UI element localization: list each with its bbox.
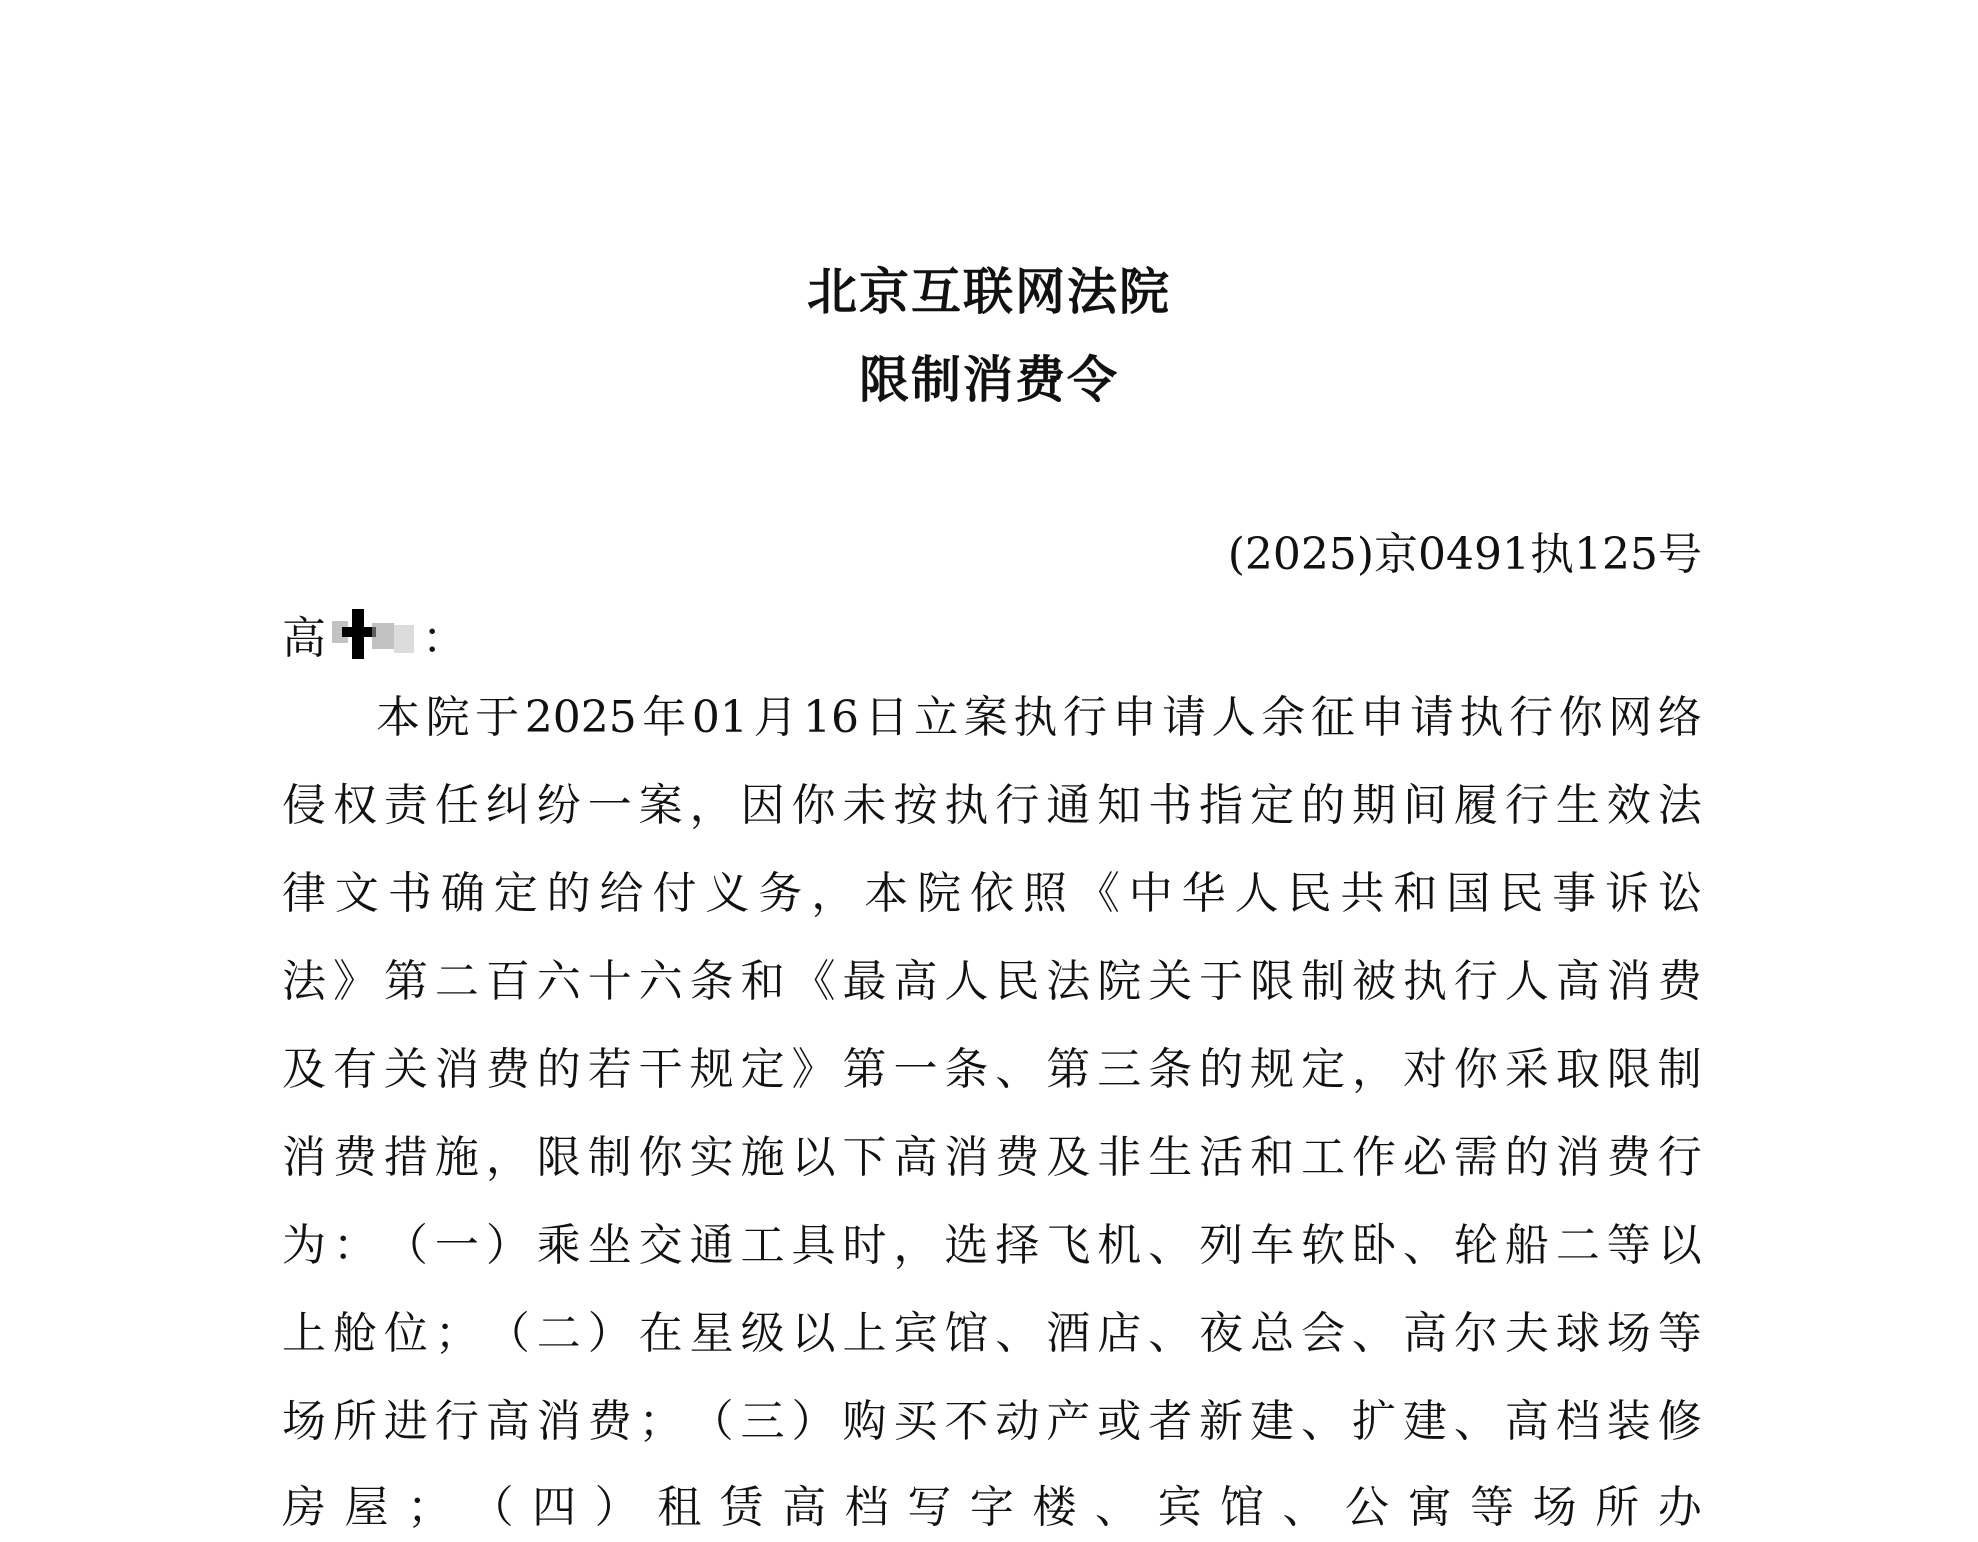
body-text-glyph: 所 bbox=[1595, 1482, 1640, 1533]
body-text-glyph: ， bbox=[485, 1132, 530, 1183]
body-text-glyph: 第 bbox=[842, 1044, 887, 1095]
body-text-glyph: （ bbox=[383, 1220, 428, 1271]
body-text-glyph: 》 bbox=[791, 1044, 836, 1095]
body-text-glyph: 坐 bbox=[587, 1220, 632, 1271]
body-text-glyph: 民 bbox=[1287, 868, 1332, 919]
body-text-glyph: 三 bbox=[740, 1396, 785, 1447]
body-text-glyph: 案 bbox=[963, 692, 1008, 743]
body-text-glyph: 履 bbox=[1453, 780, 1498, 831]
body-text-glyph: 级 bbox=[740, 1308, 785, 1359]
body-text-glyph: ， bbox=[1352, 1044, 1397, 1095]
body-text-glyph: 位 bbox=[383, 1308, 428, 1359]
body-text-glyph: 和 bbox=[1393, 868, 1438, 919]
body-text-glyph: 在 bbox=[638, 1308, 683, 1359]
body-text-glyph: 星 bbox=[689, 1308, 734, 1359]
body-text-glyph: 书 bbox=[387, 868, 432, 919]
body-text-glyph: 上 bbox=[282, 1308, 326, 1359]
body-text-glyph: 有 bbox=[332, 1044, 377, 1095]
body-text-glyph: 十 bbox=[587, 956, 632, 1007]
body-text-glyph: 为 bbox=[282, 1220, 326, 1271]
body-line bbox=[282, 1478, 1702, 1538]
body-text-glyph: 店 bbox=[1097, 1308, 1142, 1359]
body-line bbox=[282, 1128, 1702, 1188]
body-text-glyph: 、 bbox=[1148, 1308, 1193, 1359]
body-text-glyph: 宾 bbox=[1157, 1482, 1202, 1533]
body-text-glyph: （ bbox=[469, 1482, 514, 1533]
body-text-glyph: 干 bbox=[638, 1044, 683, 1095]
body-text-glyph: 费 bbox=[1657, 956, 1702, 1007]
body-text-glyph: 消 bbox=[434, 1044, 479, 1095]
body-text-glyph: 舱 bbox=[332, 1308, 377, 1359]
body-text-glyph: 软 bbox=[1301, 1220, 1346, 1271]
body-text-glyph: 院 bbox=[1097, 956, 1142, 1007]
body-text-glyph: 行 bbox=[995, 780, 1040, 831]
body-text-glyph: 、 bbox=[1301, 1396, 1346, 1447]
body-text-glyph: 行 bbox=[434, 1396, 479, 1447]
body-text-glyph: ， bbox=[689, 780, 734, 831]
body-text-glyph: 场 bbox=[1606, 1308, 1651, 1359]
body-text-glyph: 场 bbox=[1532, 1482, 1577, 1533]
body-text-glyph: 于 bbox=[475, 692, 520, 743]
body-text-glyph: 费 bbox=[332, 1132, 377, 1183]
body-text-glyph: 于 bbox=[1199, 956, 1244, 1007]
body-text-glyph: 定 bbox=[493, 868, 538, 919]
body-text-glyph: 高 bbox=[782, 1482, 827, 1533]
body-text-glyph: 的 bbox=[1301, 780, 1346, 831]
body-text-glyph: 纷 bbox=[536, 780, 581, 831]
body-text-glyph: 义 bbox=[705, 868, 750, 919]
body-text-glyph: 限 bbox=[1250, 956, 1295, 1007]
body-text-glyph: 措 bbox=[383, 1132, 428, 1183]
body-text-glyph: ） bbox=[791, 1396, 836, 1447]
body-text-glyph: 房 bbox=[282, 1482, 326, 1533]
body-text-glyph: 行 bbox=[1062, 692, 1107, 743]
body-text-glyph: 建 bbox=[1402, 1396, 1447, 1447]
body-text-glyph: 船 bbox=[1504, 1220, 1549, 1271]
body-text-glyph: 采 bbox=[1504, 1044, 1549, 1095]
body-text-glyph: ； bbox=[434, 1308, 479, 1359]
body-text-glyph: 、 bbox=[1352, 1308, 1397, 1359]
body-text-glyph: 付 bbox=[652, 868, 697, 919]
body-text-glyph: 任 bbox=[434, 780, 479, 831]
body-text-glyph: 民 bbox=[995, 956, 1040, 1007]
body-text-glyph: 责 bbox=[383, 780, 428, 831]
body-text-glyph: 动 bbox=[995, 1396, 1040, 1447]
body-text-glyph: 权 bbox=[332, 780, 377, 831]
body-text-glyph: 行 bbox=[1453, 956, 1498, 1007]
body-text-glyph: 《 bbox=[1075, 868, 1120, 919]
body-text-glyph: 执 bbox=[1013, 692, 1058, 743]
body-text-glyph: 对 bbox=[1402, 1044, 1447, 1095]
body-text-glyph: 所 bbox=[332, 1396, 377, 1447]
body-text-glyph: 华 bbox=[1181, 868, 1226, 919]
body-text-glyph: 和 bbox=[740, 956, 785, 1007]
body-text-glyph: 效 bbox=[1606, 780, 1651, 831]
body-text-glyph: 以 bbox=[791, 1132, 836, 1183]
body-text-glyph: 轮 bbox=[1453, 1220, 1498, 1271]
body-text-glyph: 、 bbox=[1148, 1220, 1193, 1271]
body-text-glyph: 国 bbox=[1446, 868, 1491, 919]
body-text-glyph: 最 bbox=[842, 956, 887, 1007]
body-text-glyph: 的 bbox=[1504, 1132, 1549, 1183]
body-text-glyph: 三 bbox=[1097, 1044, 1142, 1095]
body-text-glyph: 消 bbox=[944, 1132, 989, 1183]
body-text-glyph: 第 bbox=[383, 956, 428, 1007]
body-text-glyph: ； bbox=[638, 1396, 683, 1447]
body-text-glyph: 行 bbox=[1504, 780, 1549, 831]
body-text-glyph: 制 bbox=[1657, 1044, 1702, 1095]
body-text-glyph: 二 bbox=[536, 1308, 581, 1359]
body-text-glyph: 以 bbox=[791, 1308, 836, 1359]
body-text-glyph: 的 bbox=[1199, 1044, 1244, 1095]
body-text-glyph: 行 bbox=[1509, 692, 1554, 743]
body-text-glyph: 工 bbox=[740, 1220, 785, 1271]
body-text-glyph: 二 bbox=[1555, 1220, 1600, 1271]
body-text-glyph: 高 bbox=[485, 1396, 530, 1447]
body-text-glyph: 、 bbox=[1402, 1220, 1447, 1271]
body-text-glyph: 务 bbox=[758, 868, 803, 919]
body-text-glyph: 关 bbox=[383, 1044, 428, 1095]
body-text-glyph: 共 bbox=[1340, 868, 1385, 919]
body-text-glyph: 球 bbox=[1555, 1308, 1600, 1359]
body-text-glyph: 及 bbox=[1046, 1132, 1091, 1183]
body-text-glyph: 和 bbox=[1250, 1132, 1295, 1183]
body-text-glyph: （ bbox=[485, 1308, 530, 1359]
body-text-glyph: 文 bbox=[334, 868, 379, 919]
body-text-glyph: 网 bbox=[1608, 692, 1653, 743]
body-text-glyph: 通 bbox=[689, 1220, 734, 1271]
body-text-glyph: 余 bbox=[1261, 692, 1306, 743]
body-text-glyph: ） bbox=[485, 1220, 530, 1271]
body-text-glyph: 法 bbox=[282, 956, 326, 1007]
body-text-glyph: 高 bbox=[893, 956, 938, 1007]
body-text-glyph: 屋 bbox=[344, 1482, 389, 1533]
body-text-glyph: 期 bbox=[1352, 780, 1397, 831]
body-text-glyph: 具 bbox=[791, 1220, 836, 1271]
body-text-glyph: 需 bbox=[1453, 1132, 1498, 1183]
body-text-glyph: 请 bbox=[1409, 692, 1454, 743]
body-text-glyph: 酒 bbox=[1046, 1308, 1091, 1359]
body-text-glyph: 实 bbox=[689, 1132, 734, 1183]
body-text-glyph: 人 bbox=[1234, 868, 1279, 919]
body-text-glyph: 场 bbox=[282, 1396, 326, 1447]
body-text-glyph: 院 bbox=[917, 868, 962, 919]
body-text-glyph: 日 bbox=[864, 692, 909, 743]
body-text-glyph: 一 bbox=[893, 1044, 938, 1095]
body-text-glyph: 购 bbox=[842, 1396, 887, 1447]
redaction-mark bbox=[328, 607, 420, 661]
body-text-glyph: 卧 bbox=[1352, 1220, 1397, 1271]
addressee-colon: ： bbox=[422, 613, 466, 664]
body-text-glyph: 办 bbox=[1657, 1482, 1702, 1533]
body-text-glyph: 费 bbox=[1606, 1132, 1651, 1183]
body-text-glyph: 讼 bbox=[1657, 868, 1702, 919]
body-text-glyph: 第 bbox=[1046, 1044, 1091, 1095]
body-text-glyph: 书 bbox=[1148, 780, 1193, 831]
body-text-glyph: 16 bbox=[803, 692, 860, 743]
addressee-first-char: 高 bbox=[282, 613, 326, 664]
body-line bbox=[282, 1304, 1702, 1364]
body-text-glyph: 时 bbox=[842, 1220, 887, 1271]
body-text-glyph: 四 bbox=[532, 1482, 577, 1533]
body-text-glyph: 按 bbox=[893, 780, 938, 831]
body-text-glyph: 费 bbox=[587, 1396, 632, 1447]
addressee bbox=[282, 602, 466, 666]
body-text-glyph: 人 bbox=[944, 956, 989, 1007]
body-line bbox=[282, 952, 1702, 1012]
body-text-glyph: 总 bbox=[1250, 1308, 1295, 1359]
body-line bbox=[282, 1216, 1702, 1276]
body-text-glyph: 者 bbox=[1148, 1396, 1193, 1447]
body-text-glyph: 馆 bbox=[1219, 1482, 1264, 1533]
body-text-glyph: 赁 bbox=[719, 1482, 764, 1533]
body-text-glyph: 公 bbox=[1345, 1482, 1390, 1533]
body-text-glyph: 高 bbox=[1402, 1308, 1447, 1359]
body-text-glyph: ） bbox=[594, 1482, 639, 1533]
body-text-glyph: 侵 bbox=[282, 780, 326, 831]
body-text-glyph: 进 bbox=[383, 1396, 428, 1447]
body-text-glyph: 执 bbox=[944, 780, 989, 831]
body-text-glyph: 买 bbox=[893, 1396, 938, 1447]
body-text-glyph: 请 bbox=[1162, 692, 1207, 743]
body-text-glyph: 六 bbox=[536, 956, 581, 1007]
body-text-glyph: 照 bbox=[1022, 868, 1067, 919]
body-text-glyph: 夫 bbox=[1504, 1308, 1549, 1359]
body-text-glyph: 你 bbox=[1453, 1044, 1498, 1095]
body-text-glyph: 立 bbox=[914, 692, 959, 743]
body-line bbox=[282, 864, 1702, 924]
body-text-glyph: 若 bbox=[587, 1044, 632, 1095]
body-text-glyph: 档 bbox=[844, 1482, 889, 1533]
body-text-glyph: 作 bbox=[1352, 1132, 1397, 1183]
body-text-glyph: 知 bbox=[1097, 780, 1142, 831]
body-text-glyph: ） bbox=[587, 1308, 632, 1359]
body-text-glyph: 、 bbox=[995, 1308, 1040, 1359]
body-text-glyph: 未 bbox=[842, 780, 887, 831]
body-text-glyph: 法 bbox=[1657, 780, 1702, 831]
body-text-glyph: 夜 bbox=[1199, 1308, 1244, 1359]
body-text-glyph: 修 bbox=[1657, 1396, 1702, 1447]
body-text-glyph: 条 bbox=[689, 956, 734, 1007]
body-text-glyph: 宾 bbox=[893, 1308, 938, 1359]
body-text-glyph: 必 bbox=[1402, 1132, 1447, 1183]
body-text-glyph: 车 bbox=[1250, 1220, 1295, 1271]
body-line bbox=[282, 1392, 1702, 1452]
body-text-glyph: 乘 bbox=[536, 1220, 581, 1271]
court-name: 北京互联网法院 bbox=[807, 262, 1171, 321]
document-type-title: 限制消费令 bbox=[859, 350, 1119, 409]
body-text-glyph: 活 bbox=[1199, 1132, 1244, 1183]
body-text-glyph: 法 bbox=[1046, 956, 1091, 1007]
body-text-glyph: 扩 bbox=[1352, 1396, 1397, 1447]
body-text-glyph: 以 bbox=[1657, 1220, 1702, 1271]
body-text-glyph: ； bbox=[407, 1482, 452, 1533]
body-text-glyph: 确 bbox=[440, 868, 485, 919]
body-text-glyph: 》 bbox=[332, 956, 377, 1007]
body-text-glyph: 被 bbox=[1352, 956, 1397, 1007]
body-text-glyph: 指 bbox=[1199, 780, 1244, 831]
body-text-glyph: 条 bbox=[1148, 1044, 1193, 1095]
body-text-glyph: 律 bbox=[282, 868, 326, 919]
body-text-glyph: 2025 bbox=[524, 692, 637, 743]
body-text-glyph: 申 bbox=[1112, 692, 1157, 743]
body-text-glyph: 关 bbox=[1148, 956, 1193, 1007]
body-text-glyph: 案 bbox=[638, 780, 683, 831]
body-text-glyph: 消 bbox=[1555, 1132, 1600, 1183]
body-text-glyph: 民 bbox=[1499, 868, 1544, 919]
body-text-glyph: （ bbox=[689, 1396, 734, 1447]
body-text-glyph: 或 bbox=[1097, 1396, 1142, 1447]
body-text-glyph: 限 bbox=[536, 1132, 581, 1183]
body-text-glyph: 人 bbox=[1504, 956, 1549, 1007]
body-text-glyph: 寓 bbox=[1407, 1482, 1452, 1533]
body-line bbox=[282, 1040, 1702, 1100]
body-text-glyph: 馆 bbox=[944, 1308, 989, 1359]
body-text-glyph: 给 bbox=[599, 868, 644, 919]
body-text-glyph: 申 bbox=[1360, 692, 1405, 743]
body-text-glyph: 写 bbox=[907, 1482, 952, 1533]
body-text-glyph: 执 bbox=[1459, 692, 1504, 743]
body-text-glyph: 一 bbox=[434, 1220, 479, 1271]
body-text-glyph: 选 bbox=[944, 1220, 989, 1271]
body-text-glyph: 百 bbox=[485, 956, 530, 1007]
body-text-glyph: 本 bbox=[864, 868, 909, 919]
body-text-glyph: 上 bbox=[842, 1308, 887, 1359]
body-text-glyph: 等 bbox=[1657, 1308, 1702, 1359]
body-text-glyph: 二 bbox=[434, 956, 479, 1007]
body-text-glyph: 会 bbox=[1301, 1308, 1346, 1359]
body-text-glyph: 你 bbox=[791, 780, 836, 831]
body-text-glyph: 择 bbox=[995, 1220, 1040, 1271]
body-text-glyph: 等 bbox=[1470, 1482, 1515, 1533]
body-text-glyph: 飞 bbox=[1046, 1220, 1091, 1271]
body-text-glyph: 建 bbox=[1250, 1396, 1295, 1447]
body-text-glyph: 人 bbox=[1211, 692, 1256, 743]
body-text-glyph: 楼 bbox=[1032, 1482, 1077, 1533]
body-line bbox=[376, 688, 1702, 748]
body-text-glyph: 月 bbox=[753, 692, 798, 743]
body-text-glyph: 及 bbox=[282, 1044, 326, 1095]
body-text-glyph: 行 bbox=[1657, 1132, 1702, 1183]
body-text-glyph: 取 bbox=[1555, 1044, 1600, 1095]
body-text-glyph: 条 bbox=[944, 1044, 989, 1095]
body-text-glyph: 消 bbox=[282, 1132, 326, 1183]
body-text-glyph: 间 bbox=[1402, 780, 1447, 831]
body-text-glyph: 通 bbox=[1046, 780, 1091, 831]
body-text-glyph: 制 bbox=[587, 1132, 632, 1183]
body-text-glyph: 字 bbox=[969, 1482, 1014, 1533]
body-text-glyph: 六 bbox=[638, 956, 683, 1007]
body-text-glyph: 限 bbox=[1606, 1044, 1651, 1095]
body-text-glyph: 、 bbox=[1282, 1482, 1327, 1533]
body-text-glyph: 列 bbox=[1199, 1220, 1244, 1271]
body-text-glyph: 尔 bbox=[1453, 1308, 1498, 1359]
body-text-glyph: 你 bbox=[638, 1132, 683, 1183]
body-text-glyph: 院 bbox=[425, 692, 470, 743]
body-text-glyph: 高 bbox=[893, 1132, 938, 1183]
body-text-glyph: 高 bbox=[1555, 956, 1600, 1007]
body-text-glyph: 中 bbox=[1128, 868, 1173, 919]
body-text-glyph: 、 bbox=[1453, 1396, 1498, 1447]
body-text-glyph: 制 bbox=[1301, 956, 1346, 1007]
body-text-glyph: 消 bbox=[536, 1396, 581, 1447]
body-text-glyph: 事 bbox=[1552, 868, 1597, 919]
body-text-glyph: ， bbox=[811, 868, 856, 919]
body-text-glyph: 高 bbox=[1504, 1396, 1549, 1447]
body-text-glyph: 的 bbox=[536, 1044, 581, 1095]
body-text-glyph: 定 bbox=[1301, 1044, 1346, 1095]
body-text-glyph: 01 bbox=[691, 692, 748, 743]
body-text-glyph: 年 bbox=[642, 692, 687, 743]
body-text-glyph: 、 bbox=[1094, 1482, 1139, 1533]
body-text-glyph: 施 bbox=[434, 1132, 479, 1183]
body-text-glyph: ： bbox=[332, 1220, 377, 1271]
body-text-glyph: 诉 bbox=[1605, 868, 1650, 919]
body-text-glyph: 规 bbox=[1250, 1044, 1295, 1095]
body-text-glyph: 因 bbox=[740, 780, 785, 831]
body-text-glyph: 租 bbox=[657, 1482, 702, 1533]
body-text-glyph: 执 bbox=[1402, 956, 1447, 1007]
body-text-glyph: 等 bbox=[1606, 1220, 1651, 1271]
body-text-glyph: 定 bbox=[1250, 780, 1295, 831]
body-text-glyph: 费 bbox=[995, 1132, 1040, 1183]
body-text-glyph: ， bbox=[893, 1220, 938, 1271]
body-text-glyph: 生 bbox=[1555, 780, 1600, 831]
body-text-glyph: 非 bbox=[1097, 1132, 1142, 1183]
body-text-glyph: 不 bbox=[944, 1396, 989, 1447]
body-text-glyph: 机 bbox=[1097, 1220, 1142, 1271]
body-text-glyph: 纠 bbox=[485, 780, 530, 831]
body-text-glyph: 下 bbox=[842, 1132, 887, 1183]
body-text-glyph: 你 bbox=[1558, 692, 1603, 743]
body-text-glyph: 交 bbox=[638, 1220, 683, 1271]
body-text-glyph: 《 bbox=[791, 956, 836, 1007]
body-text-glyph: 工 bbox=[1301, 1132, 1346, 1183]
body-text-glyph: 产 bbox=[1046, 1396, 1091, 1447]
body-text-glyph: 本 bbox=[376, 692, 420, 743]
body-text-glyph: 装 bbox=[1606, 1396, 1651, 1447]
body-text-glyph: 络 bbox=[1657, 692, 1702, 743]
body-text-glyph: 依 bbox=[969, 868, 1014, 919]
body-text-glyph: 定 bbox=[740, 1044, 785, 1095]
body-text-glyph: 消 bbox=[1606, 956, 1651, 1007]
body-text-glyph: 费 bbox=[485, 1044, 530, 1095]
body-text-glyph: 施 bbox=[740, 1132, 785, 1183]
body-text-glyph: 的 bbox=[546, 868, 591, 919]
body-text-glyph: 生 bbox=[1148, 1132, 1193, 1183]
body-line bbox=[282, 776, 1702, 836]
body-text-glyph: 规 bbox=[689, 1044, 734, 1095]
body-text-glyph: 新 bbox=[1199, 1396, 1244, 1447]
body-text-glyph: 一 bbox=[587, 780, 632, 831]
case-number: (2025)京0491执125号 bbox=[1227, 529, 1702, 580]
body-text-glyph: 征 bbox=[1310, 692, 1355, 743]
body-text-glyph: 、 bbox=[995, 1044, 1040, 1095]
body-text-glyph: 档 bbox=[1555, 1396, 1600, 1447]
